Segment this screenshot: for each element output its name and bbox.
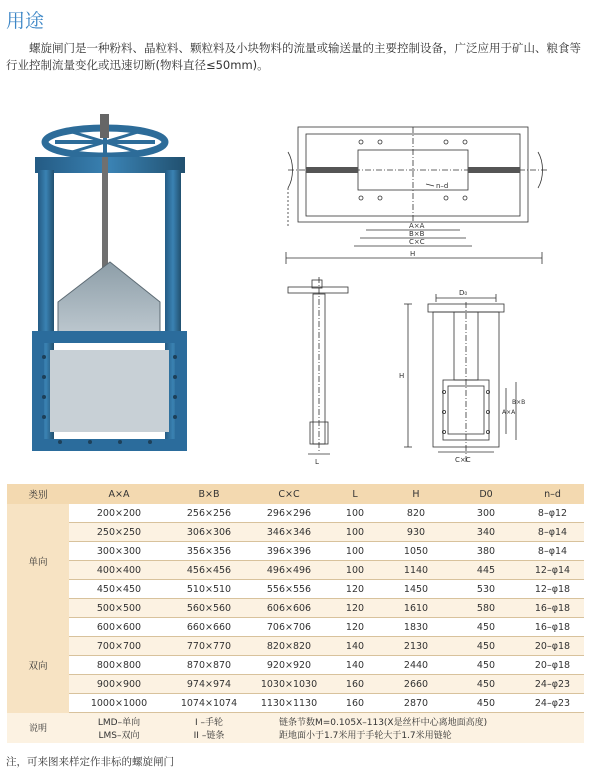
table-row <box>7 637 584 656</box>
table-cell: 2130 <box>381 637 451 656</box>
table-cell: 500×500 <box>69 599 169 618</box>
table-cell: 1830 <box>381 618 451 637</box>
table-row <box>7 504 584 523</box>
table-cell: 1130×1130 <box>249 694 329 713</box>
header-cell: B×B <box>169 484 249 504</box>
gate-photo-illustration <box>0 112 250 472</box>
header-cell: n–d <box>521 484 584 504</box>
header-cell: D0 <box>451 484 521 504</box>
label-axa-vertical: A×A <box>502 409 516 416</box>
table-cell: 24–φ23 <box>521 675 584 694</box>
table-cell: 12–φ18 <box>521 580 584 599</box>
label-cxc: C×C <box>409 238 425 246</box>
notes-drive-1: I –手轮 <box>194 718 223 728</box>
table-cell: 1610 <box>381 599 451 618</box>
table-cell: 100 <box>329 504 381 523</box>
notes-drive-2: II –链条 <box>193 731 225 741</box>
front-view <box>404 294 516 462</box>
table-cell: 1000×1000 <box>69 694 169 713</box>
table-cell: 16–φ18 <box>521 599 584 618</box>
table-cell: 450 <box>451 618 521 637</box>
table-cell: 450 <box>451 675 521 694</box>
table-cell: 356×356 <box>169 542 249 561</box>
table-cell: 120 <box>329 580 381 599</box>
header-cell: 类别 <box>7 484 69 504</box>
label-axa: A×A <box>409 222 425 230</box>
table-row <box>7 675 584 694</box>
notes-drive-cell <box>169 713 249 744</box>
table-cell: 2660 <box>381 675 451 694</box>
table-cell: 1140 <box>381 561 451 580</box>
table-cell: 346×346 <box>249 523 329 542</box>
table-cell: 300 <box>451 504 521 523</box>
screw-top <box>100 114 109 138</box>
product-photo <box>0 112 250 472</box>
table-cell: 20–φ18 <box>521 637 584 656</box>
table-cell: 580 <box>451 599 521 618</box>
table-row <box>7 580 584 599</box>
table-cell: 396×396 <box>249 542 329 561</box>
notes-text-cell <box>249 713 584 744</box>
label-h: H <box>410 250 416 258</box>
label-bxb: B×B <box>409 230 425 238</box>
notes-row <box>7 713 584 744</box>
group-label: 单向 <box>7 504 69 618</box>
notes-type-1: LMD–单向 <box>97 718 141 728</box>
table-cell: 456×456 <box>169 561 249 580</box>
table-cell: 450 <box>451 656 521 675</box>
table-cell: 510×510 <box>169 580 249 599</box>
label-l: L <box>315 458 319 466</box>
table-cell: 20–φ18 <box>521 656 584 675</box>
table-cell: 930 <box>381 523 451 542</box>
table-cell: 2870 <box>381 694 451 713</box>
table-cell: 1050 <box>381 542 451 561</box>
notes-type-2: LMS–双向 <box>98 731 140 741</box>
table-row <box>7 561 584 580</box>
table-cell: 160 <box>329 694 381 713</box>
table-cell: 400×400 <box>69 561 169 580</box>
table-cell: 8–φ12 <box>521 504 584 523</box>
table-cell: 256×256 <box>169 504 249 523</box>
table-cell: 8–φ14 <box>521 523 584 542</box>
table-cell: 920×920 <box>249 656 329 675</box>
gate-plate <box>58 262 160 342</box>
table-cell: 160 <box>329 675 381 694</box>
table-cell: 700×700 <box>69 637 169 656</box>
header-cell: C×C <box>249 484 329 504</box>
side-view <box>288 277 348 454</box>
table-cell: 560×560 <box>169 599 249 618</box>
table-cell: 496×496 <box>249 561 329 580</box>
header-cell: H <box>381 484 451 504</box>
table-cell: 1450 <box>381 580 451 599</box>
table-cell: 12–φ14 <box>521 561 584 580</box>
notes-type-cell <box>69 713 169 744</box>
notes-text-2: 距地面小于1.7米用于手轮大于1.7米用链轮 <box>279 731 452 741</box>
label-bxb-vertical: B×B <box>512 399 526 406</box>
table-cell: 770×770 <box>169 637 249 656</box>
table-cell: 120 <box>329 599 381 618</box>
table-row <box>7 618 584 637</box>
table-cell: 800×800 <box>69 656 169 675</box>
label-nd: n–d <box>436 182 449 190</box>
table-cell: 296×296 <box>249 504 329 523</box>
label-d0: D₀ <box>459 289 468 297</box>
footnote: 注，可来图来样定作非标的螺旋闸门 <box>6 756 174 768</box>
table-cell: 100 <box>329 542 381 561</box>
table-cell: 140 <box>329 637 381 656</box>
table-cell: 300×300 <box>69 542 169 561</box>
header-cell: L <box>329 484 381 504</box>
table-cell: 530 <box>451 580 521 599</box>
intro-paragraph: 螺旋闸门是一种粉料、晶粒料、颗粒料及小块物料的流量或输送量的主要控制设备，广泛应用于矿山、粮食等行业控制流量变化或迅速切断(物料直径≤50mm)。 <box>6 41 581 72</box>
table-cell: 556×556 <box>249 580 329 599</box>
table-cell: 870×870 <box>169 656 249 675</box>
table-cell: 100 <box>329 523 381 542</box>
table-cell: 340 <box>451 523 521 542</box>
table-cell: 120 <box>329 618 381 637</box>
table-row <box>7 523 584 542</box>
table-cell: 140 <box>329 656 381 675</box>
header-cell: A×A <box>69 484 169 504</box>
table-cell: 1074×1074 <box>169 694 249 713</box>
table-row <box>7 694 584 713</box>
group-label: 双向 <box>7 618 69 713</box>
table-header-row <box>7 484 584 504</box>
technical-drawing <box>258 112 588 474</box>
table-cell: 706×706 <box>249 618 329 637</box>
table-cell: 380 <box>451 542 521 561</box>
table-cell: 24–φ23 <box>521 694 584 713</box>
label-h-vertical: H <box>399 372 405 380</box>
table-cell: 2440 <box>381 656 451 675</box>
table-cell: 820×820 <box>249 637 329 656</box>
table-cell: 445 <box>451 561 521 580</box>
table-cell: 306×306 <box>169 523 249 542</box>
table-cell: 100 <box>329 561 381 580</box>
table-row <box>7 599 584 618</box>
table-cell: 250×250 <box>69 523 169 542</box>
table-cell: 820 <box>381 504 451 523</box>
spec-table <box>7 484 584 743</box>
table-cell: 16–φ18 <box>521 618 584 637</box>
table-cell: 1030×1030 <box>249 675 329 694</box>
section-title: 用途 <box>6 10 45 32</box>
table-row <box>7 542 584 561</box>
table-cell: 974×974 <box>169 675 249 694</box>
table-cell: 450 <box>451 637 521 656</box>
table-cell: 600×600 <box>69 618 169 637</box>
notes-text-1: 链条节数M=0.105X–113(X是丝杆中心离地面高度) <box>279 718 488 728</box>
table-cell: 450×450 <box>69 580 169 599</box>
table-cell: 8–φ14 <box>521 542 584 561</box>
table-cell: 900×900 <box>69 675 169 694</box>
label-cxc-bottom: C×C <box>455 456 471 464</box>
table-cell: 660×660 <box>169 618 249 637</box>
notes-label: 说明 <box>7 713 69 744</box>
opening <box>50 350 169 432</box>
table-cell: 606×606 <box>249 599 329 618</box>
top-beam <box>35 157 185 173</box>
table-row <box>7 656 584 675</box>
table-cell: 450 <box>451 694 521 713</box>
table-cell: 200×200 <box>69 504 169 523</box>
